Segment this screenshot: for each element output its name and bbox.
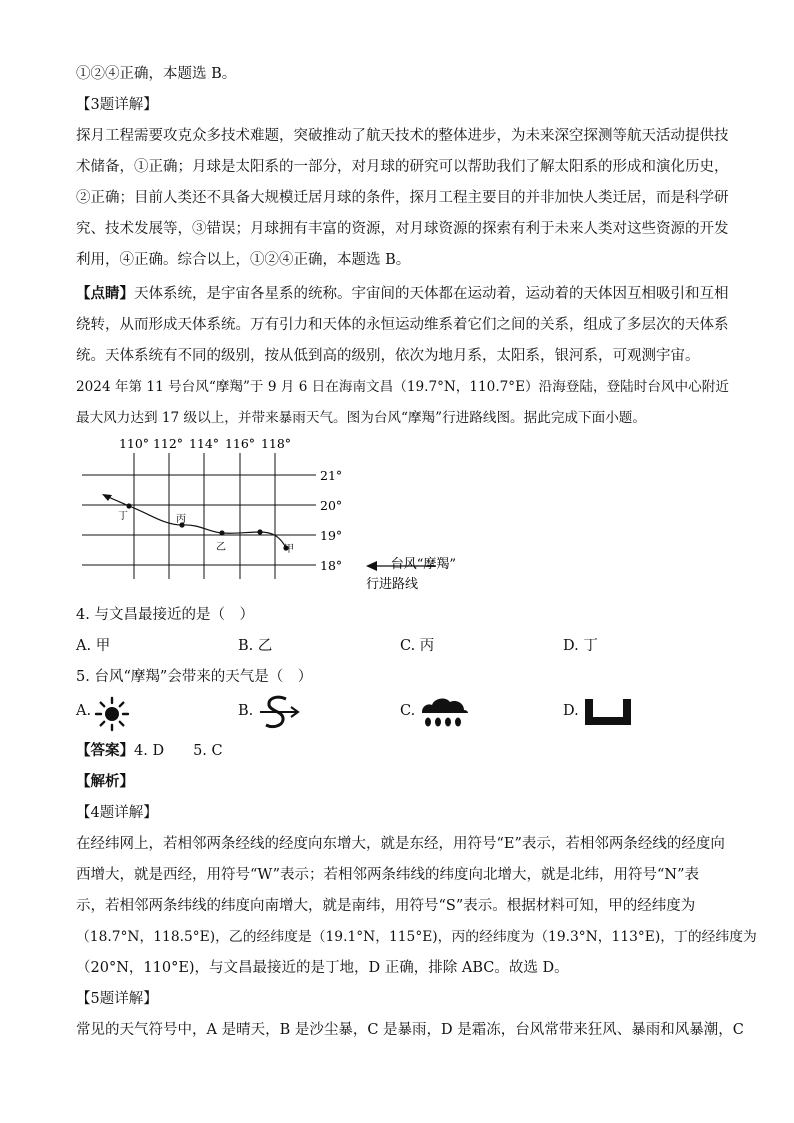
point-extra (257, 529, 262, 534)
dianjing-text: 天体系统，是宇宙各星系的统称。宇宙间的天体都在运动着，运动着的天体因互相吸引和互相 (134, 286, 729, 302)
point-label-jia: 甲 (284, 544, 294, 555)
q3-para-line: 术储备，①正确；月球是太阳系的一部分，对月球的研究可以帮助我们了解太阳系的形成和演化历史， (76, 159, 729, 175)
q4-option-c: C. 丙 (400, 638, 435, 654)
q4-option-a: A. 甲 (76, 638, 111, 654)
q5-option-d: D. (563, 703, 579, 719)
dianjing-line: 统。天体系统有不同的级别，按从低到高的级别，依次为地月系，太阳系，银河系，可观测宇宙。 (76, 348, 700, 364)
section-heading-q5: 【5题详解】 (76, 991, 158, 1007)
lon-label: 118° (260, 436, 292, 451)
point-ding (126, 503, 131, 508)
q4-para-line: 示，若相邻两条纬线的纬度向南增大，就是南纬，用符号“S”表示。根据材料可知，甲的经纬度为 (76, 898, 696, 914)
point-label-yi: 乙 (216, 542, 226, 553)
answer-label: 【答案】 (76, 742, 134, 759)
answer-text: 4. D 5. C (134, 743, 223, 759)
q5-para-line: 常见的天气符号中，A 是晴天，B 是沙尘暴，C 是暴雨，D 是霜冻，台风常带来狂风、暴雨和风暴潮，C (76, 1022, 744, 1038)
lat-label: 20° (320, 498, 343, 513)
q3-para-line: 究、技术发展等，③错误；月球拥有丰富的资源，对月球资源的探索有利于未来人类对这些资源的开发 (76, 221, 729, 237)
section-heading-q3: 【3题详解】 (76, 97, 158, 113)
sandstorm-icon (256, 694, 304, 732)
answer-line (76, 739, 223, 760)
q4-stem: 4. 与文昌最接近的是（ ） (76, 607, 254, 623)
lon-label: 114° (188, 436, 220, 451)
lat-label: 21° (320, 468, 343, 483)
typhoon-track-map (76, 432, 456, 597)
q3-para-line: ②正确；目前人类还不具备大规模迁居月球的条件，探月工程主要目的并非加快人类迁居，而是科学研 (76, 190, 729, 206)
answer-line: ①②④正确，本题选 B。 (76, 66, 237, 82)
q5-stem: 5. 台风“摩羯”会带来的天气是（ ） (76, 669, 313, 685)
q4-option-d: D. 丁 (563, 638, 598, 654)
q4-para-line: （20°N，110°E)，与文昌最接近的是丁地，D 正确，排除 ABC。故选 D。 (76, 960, 569, 976)
section-heading-q4: 【4题详解】 (76, 805, 158, 821)
point-label-bing: 丙 (176, 514, 186, 525)
legend-arrowhead (366, 561, 377, 571)
lon-label: 110° (118, 436, 150, 451)
q3-para-line: 探月工程需要攻克众多技术难题，突破推动了航天技术的整体进步，为未来深空探测等航天活动提供技 (76, 128, 729, 144)
q4-para-line: 在经纬网上，若相邻两条经线的经度向东增大，就是东经，用符号“E”表示，若相邻两条经线的经度向 (76, 836, 725, 852)
dianjing-line (76, 282, 729, 303)
typhoon-track-line (106, 496, 286, 548)
q4-para-line: （18.7°N，118.5°E)，乙的经纬度是（19.1°N，115°E)，丙的经纬度为（19.3°N，113°E)，丁的经纬度为 (76, 929, 757, 945)
lon-label: 112° (152, 436, 184, 451)
rainstorm-icon (418, 694, 470, 730)
dianjing-line: 绕转，从而形成天体系统。万有引力和天体的永恒运动维系着它们之间的关系，组成了多层次的天体系 (76, 317, 729, 333)
q4-option-b: B. 乙 (238, 638, 273, 654)
q3-para-line: 利用，④正确。综合以上，①②④正确，本题选 B。 (76, 252, 411, 268)
q5-option-c: C. (400, 703, 416, 719)
lat-label: 19° (320, 528, 343, 543)
jiexi-heading: 【解析】 (76, 773, 134, 790)
frost-icon (583, 697, 633, 727)
legend-label: 行进路线 (365, 577, 418, 592)
intro-line: 最大风力达到 17 级以上，并带来暴雨天气。图为台风“摩羯”行进路线图。据此完成下面小题。 (76, 410, 646, 426)
dianjing-label: 【点睛】 (76, 285, 134, 302)
point-label-ding: 丁 (118, 511, 128, 522)
q5-option-b: B. (238, 703, 254, 719)
q5-option-a: A. (76, 703, 92, 719)
lon-label: 116° (224, 436, 256, 451)
lat-label: 18° (320, 558, 343, 573)
q4-para-line: 西增大，就是西经，用符号“W”表示；若相邻两条纬线的纬度向北增大，就是北纬，用符号“N”表 (76, 867, 700, 883)
sun-icon (94, 696, 130, 732)
intro-line: 2024 年第 11 号台风“摩羯”于 9 月 6 日在海南文昌（19.7°N，110.7°E）沿海登陆，登陆时台风中心附近 (76, 379, 729, 395)
legend-label: 台风“摩羯” (390, 557, 456, 572)
point-yi (219, 530, 224, 535)
